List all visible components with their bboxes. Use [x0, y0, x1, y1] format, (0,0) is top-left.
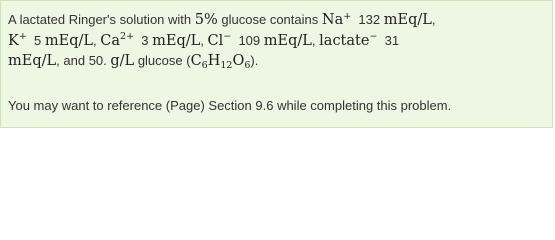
formula-hydrogen-count: 12 [220, 59, 233, 71]
formula-carbon: C [190, 53, 202, 69]
glucose-word: glucose contains [221, 12, 319, 27]
potassium-unit: mEq/L [44, 32, 94, 49]
formula-carbon-count: 6 [201, 59, 208, 71]
reference-note: You may want to reference (Page) Section 9.6 while completing this problem. [8, 98, 452, 113]
lactate-name: lactate [319, 32, 370, 49]
calcium-unit: mEq/L [152, 32, 201, 49]
chloride-ion [208, 33, 232, 49]
glucose-label: glucose ( [137, 53, 191, 68]
glucose-unit: g/L [110, 53, 135, 69]
lactate-charge: − [369, 31, 378, 43]
formula-oxygen-count: 6 [244, 59, 251, 71]
lactate-amount: 31 [384, 32, 400, 48]
calcium-ion [100, 33, 134, 49]
formula-oxygen: O [232, 53, 245, 69]
glucose-formula [191, 53, 251, 69]
sodium-ion [322, 12, 351, 28]
lactate-ion [319, 33, 377, 49]
calcium-charge: 2+ [120, 31, 135, 43]
glucose-percent: 5% [194, 12, 218, 28]
potassium-ion [8, 33, 27, 49]
problem-statement: A lactated Ringer's solution with 5% glucose contains Na+ 132 mEq/L, K+ 5 mEq/L, $Ca^{2+}$ 3 mEq/L, Cl− 109 mEq/L, lactate− 31 mEq/L, and 50. g/L glucose $(C_6H_{12}O_6)$. [8, 10, 436, 71]
formula-hydrogen: H [207, 53, 221, 69]
glucose-amount: 50. [88, 53, 107, 68]
and-text: , and [56, 53, 86, 68]
chloride-unit: mEq/L [263, 32, 312, 49]
potassium-charge: + [18, 31, 27, 43]
chloride-charge: − [223, 31, 232, 43]
calcium-symbol: Ca [100, 32, 121, 49]
problem-intro: A lactated Ringer's solution with [8, 12, 192, 27]
potassium-amount: 5 [34, 32, 42, 48]
sodium-symbol: Na [321, 12, 344, 28]
potassium-symbol: K [8, 32, 19, 49]
calcium-amount: 3 [141, 32, 149, 48]
sodium-unit: mEq/L [383, 12, 432, 28]
lactate-unit: mEq/L [8, 53, 57, 69]
sodium-charge: + [343, 10, 352, 22]
sodium-amount: 132 [358, 12, 381, 27]
chloride-amount: 109 [238, 32, 261, 48]
closing-text: ). [250, 53, 259, 68]
chloride-symbol: Cl [207, 32, 224, 49]
